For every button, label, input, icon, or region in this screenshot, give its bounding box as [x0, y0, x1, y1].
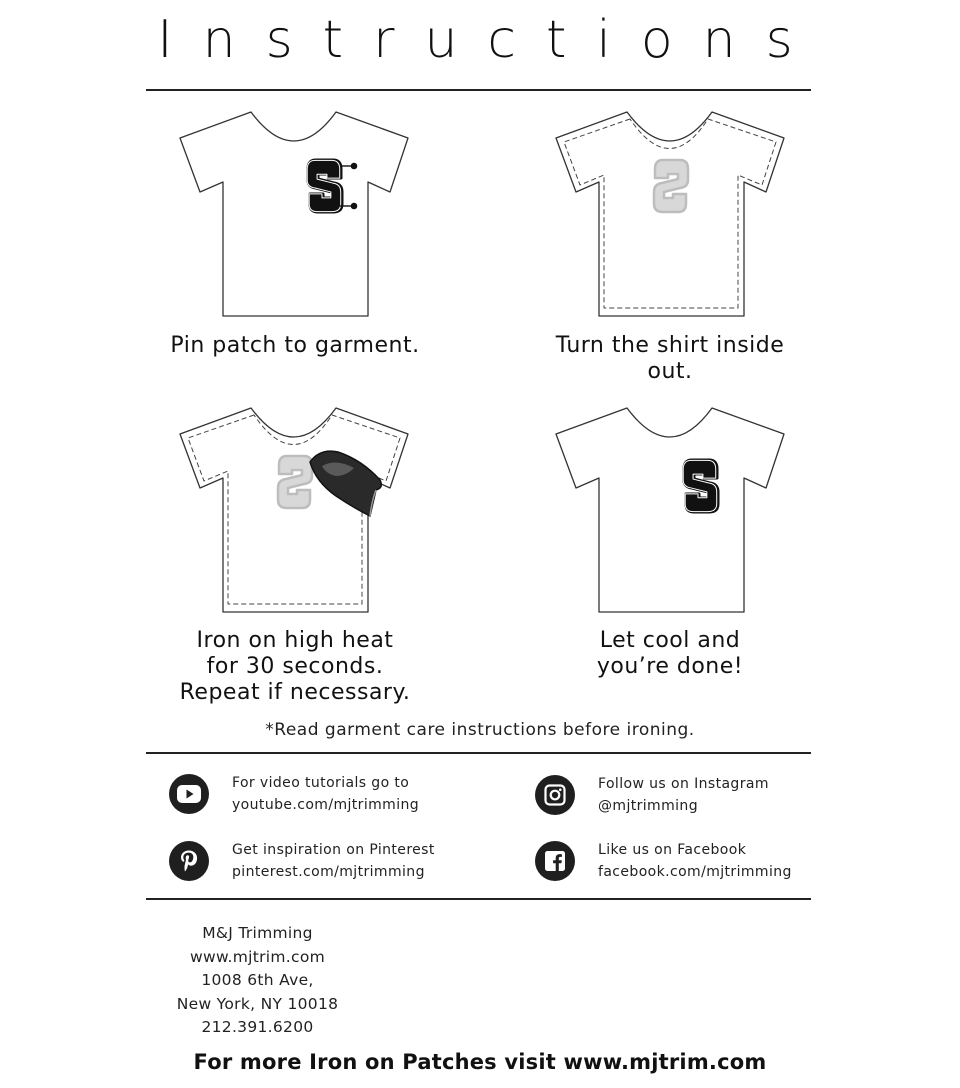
facebook-icon	[535, 841, 575, 881]
company-name: M&J Trimming	[202, 924, 313, 942]
footer-promo: For more Iron on Patches visit www.mjtrim.com	[193, 1050, 767, 1074]
tshirt-pinned-patch-icon	[176, 108, 412, 320]
facebook-line2: facebook.com/mjtrimming	[598, 864, 792, 880]
instagram-line2: @mjtrimming	[598, 798, 698, 814]
youtube-icon	[169, 774, 209, 814]
mirrored-patch	[278, 456, 312, 508]
title-divider	[146, 89, 811, 91]
youtube-line1: For video tutorials go to	[232, 775, 410, 791]
company-city: New York, NY 10018	[176, 994, 339, 1013]
tshirt-ironing-icon	[176, 404, 412, 616]
company-address	[160, 922, 355, 1040]
caption-line: Repeat if necessary.	[179, 680, 411, 705]
facebook-link[interactable]	[535, 839, 792, 883]
step-4-caption	[530, 628, 810, 680]
mirrored-patch	[654, 160, 688, 212]
social-bottom-divider	[146, 898, 811, 900]
youtube-line2: youtube.com/mjtrimming	[232, 797, 420, 813]
varsity-s-patch	[683, 460, 718, 512]
caption-line: for 30 seconds.	[206, 654, 384, 679]
varsity-s-patch	[307, 160, 342, 212]
facebook-line1: Like us on Facebook	[598, 842, 747, 858]
caption-line: Let cool and	[599, 628, 741, 653]
caption-line: Iron on high heat	[196, 628, 394, 653]
step-3-caption	[150, 628, 440, 706]
page-title: Instructions	[157, 10, 823, 70]
tshirt-finished-patch-icon	[552, 404, 788, 616]
step-2-caption	[530, 333, 810, 385]
caption-line: you’re done!	[596, 654, 744, 679]
caption-line: out.	[647, 359, 693, 384]
instagram-link[interactable]	[535, 773, 769, 817]
caption-line: Pin patch to garment.	[170, 333, 420, 358]
youtube-link[interactable]	[169, 772, 419, 816]
company-street: 1008 6th Ave,	[201, 971, 314, 989]
instagram-icon	[535, 775, 575, 815]
pinterest-line1: Get inspiration on Pinterest	[232, 842, 435, 858]
company-website[interactable]: www.mjtrim.com	[189, 947, 326, 966]
caption-line: Turn the shirt inside	[555, 333, 785, 358]
company-phone: 212.391.6200	[201, 1018, 314, 1036]
step-1-caption	[150, 333, 440, 359]
pinterest-link[interactable]	[169, 839, 435, 883]
instagram-line1: Follow us on Instagram	[598, 776, 769, 792]
pinterest-line2: pinterest.com/mjtrimming	[232, 864, 425, 880]
pinterest-icon	[169, 841, 209, 881]
tshirt-inside-out-icon	[552, 108, 788, 320]
social-top-divider	[146, 752, 811, 754]
care-note: *Read garment care instructions before ironing.	[265, 720, 695, 740]
